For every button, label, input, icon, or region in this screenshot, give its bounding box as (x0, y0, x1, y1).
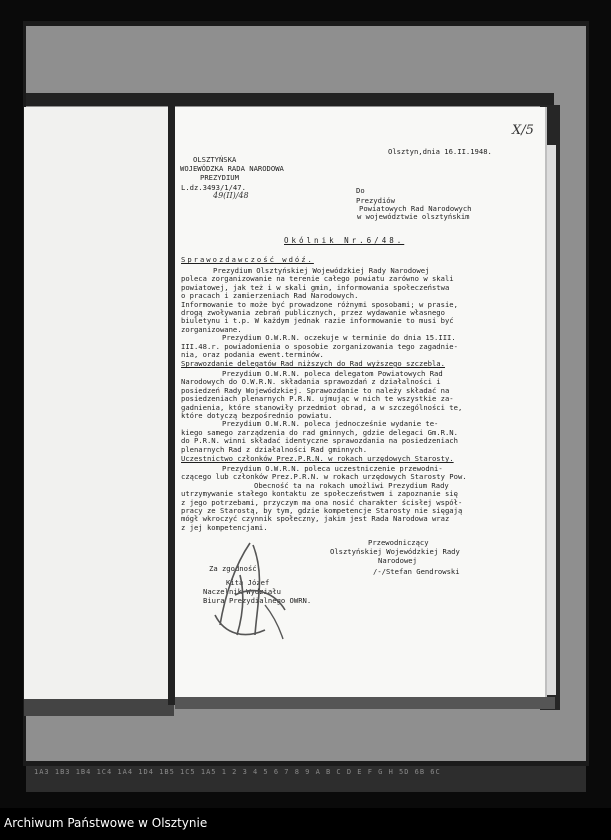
section1-line: nia, oraz podania ewent.terminów. (181, 350, 324, 359)
reference-handwritten: 49(II)/48 (213, 191, 249, 200)
section2-line: posiedzeniach plenarnych P.R.N. ujmując w nich te wszystkie za- (181, 394, 454, 404)
section1-line: powiatowej, jak też i w skali gmin, informowania społeczeństwa (181, 282, 450, 292)
section1-line: zorganizowane. (181, 324, 242, 334)
copy-note-line-1: Za zgodność (209, 564, 257, 573)
section2-line: gadnienia, które stanowiły przedmiot obrad, a w szczególności te, (181, 402, 463, 412)
place-date: Olsztyn,dnia 16.II.1948. (388, 147, 492, 156)
section1-heading: Sprawozdawczość wdóź. (181, 255, 314, 264)
microfilm-scale: 1A3 1B3 1B4 1C4 1A4 1D4 1B5 1C5 1A5 1 2 3 4 5 6 7 8 9 A B C D E F G H 5D 6B 6C (26, 766, 586, 792)
org-line-1: OLSZTYŃSKA (193, 155, 237, 164)
section3-line: Obecność ta na rokach umożliwi Prezydium Rady (254, 480, 449, 490)
bottom-shadow (175, 697, 555, 709)
underlying-page (545, 145, 556, 695)
org-line-2: WOJEWÓDZKA RADA NARODOWA (180, 164, 284, 173)
copy-note-line-3: Naczelnik Wydziału (203, 587, 281, 596)
section1-line: Prezydium O.W.R.N. oczekuje w terminie do dnia 15.III. (222, 333, 456, 343)
corner-handwritten-mark: X/5 (512, 123, 534, 138)
section2-line: posiedzeń Rady Wojewódzkiej. Sprawozdanie to należy składać na (181, 385, 450, 395)
left-blank-page (24, 107, 170, 699)
section1-line: o pracach i zamierzeniach Rad Narodowych. (181, 291, 359, 301)
copy-note-line-4: Biura Prezydialnego OWRN. (203, 596, 312, 605)
section1-line: biuletynu i t.p. W każdym jednak razie informowanie to musi być (181, 316, 454, 326)
recipient-line-2: Prezydiów (356, 196, 395, 205)
recipient-line-1: Do (356, 186, 365, 195)
section1-line: Prezydium Olsztyńskiej Wojewódzkiej Rady Narodowej (213, 266, 430, 275)
section3-line: pracy ze Starostą, by tym, gdzie kompetencje Starosty nie sięgają (181, 506, 463, 515)
section1-line: III.48.r. powiadomienia o sposobie zorganizowania tego zagadnie- (181, 341, 458, 351)
reference-number: L.dz.3493/1/47. (181, 183, 246, 192)
section1-line: Informowanie to może być prowadzone różnymi sposobami; w prasie, (181, 299, 458, 309)
signature-line-2: Olsztyńskiej Wojewódzkiej Rady (330, 547, 460, 556)
handwritten-signature-icon (195, 535, 305, 645)
section3-heading: Uczestnictwo członków Prez.P.R.N. w rokach urzędowych Starosty. (181, 454, 454, 463)
section2-line: do P.R.N. winni składać identyczne sprawozdania na posiedzeniach (181, 436, 458, 446)
signature-line-1: Przewodniczący (368, 538, 429, 547)
section3-line: Prezydium O.W.R.N. poleca uczestniczenie przewodni- (222, 464, 443, 473)
recipient-line-4: w województwie olsztyńskim (357, 212, 470, 221)
section3-line: czącego lub członków Prez.P.R.N. w rokach urzędowych Starosty Pow. (181, 472, 467, 482)
section3-line: z jego potrzebami, przyczym ma ona nosić charakter ścisłej współ- (181, 497, 463, 507)
section2-line: Prezydium O.W.R.N. poleca jednocześnie wydanie te- (222, 419, 439, 429)
binding-spine (168, 100, 175, 705)
section3-line: utrzymywanie stałego kontaktu ze społeczeństwem i zapoznanie się (181, 489, 458, 499)
copy-note-line-2: Kita Józef (226, 578, 270, 587)
section2-line: Prezydium O.W.R.N. poleca delegatom Powiatowych Rad (222, 369, 443, 378)
section2-line: kiego samego zarządzenia do rad gminnych, gdzie delegaci Gm.R.N. (181, 427, 458, 437)
left-page-edge (24, 699, 174, 716)
recipient-line-3: Powiatowych Rad Narodowych (359, 204, 472, 213)
binder-top-shadow (26, 93, 554, 106)
section3-line: z jej kompetencjami. (181, 522, 268, 532)
circular-title: Okólnik Nr.6/48. (284, 236, 405, 245)
signature-line-4: /-/Stefan Gendrowski (373, 567, 460, 576)
signature-line-3: Narodowej (378, 556, 417, 565)
section2-line: Narodowych do O.W.R.N. składania sprawozdań z działalności i (181, 377, 441, 387)
section2-line: które dotyczą bezpośrednio powiatu. (181, 411, 333, 420)
section2-heading: Sprawozdanie delegatów Rad niższych do Rad wyższego szczebla. (181, 359, 445, 368)
section1-line: poleca zorganizowanie na terenie całego powiatu zarówno w skali (181, 274, 454, 284)
org-line-3: PREZYDIUM (200, 173, 239, 182)
section2-line: plenarnych Rad z działalności Rad gminnych. (181, 444, 368, 454)
archive-footer: Archiwum Państwowe w Olsztynie (0, 808, 611, 840)
section1-line: drogą zwoływania zebrań publicznych, przez wydawanie własnego (181, 308, 445, 317)
section3-line: mógł wkroczyć czynnik społeczny, jakim jest Rada Narodowa wraz (181, 514, 450, 524)
